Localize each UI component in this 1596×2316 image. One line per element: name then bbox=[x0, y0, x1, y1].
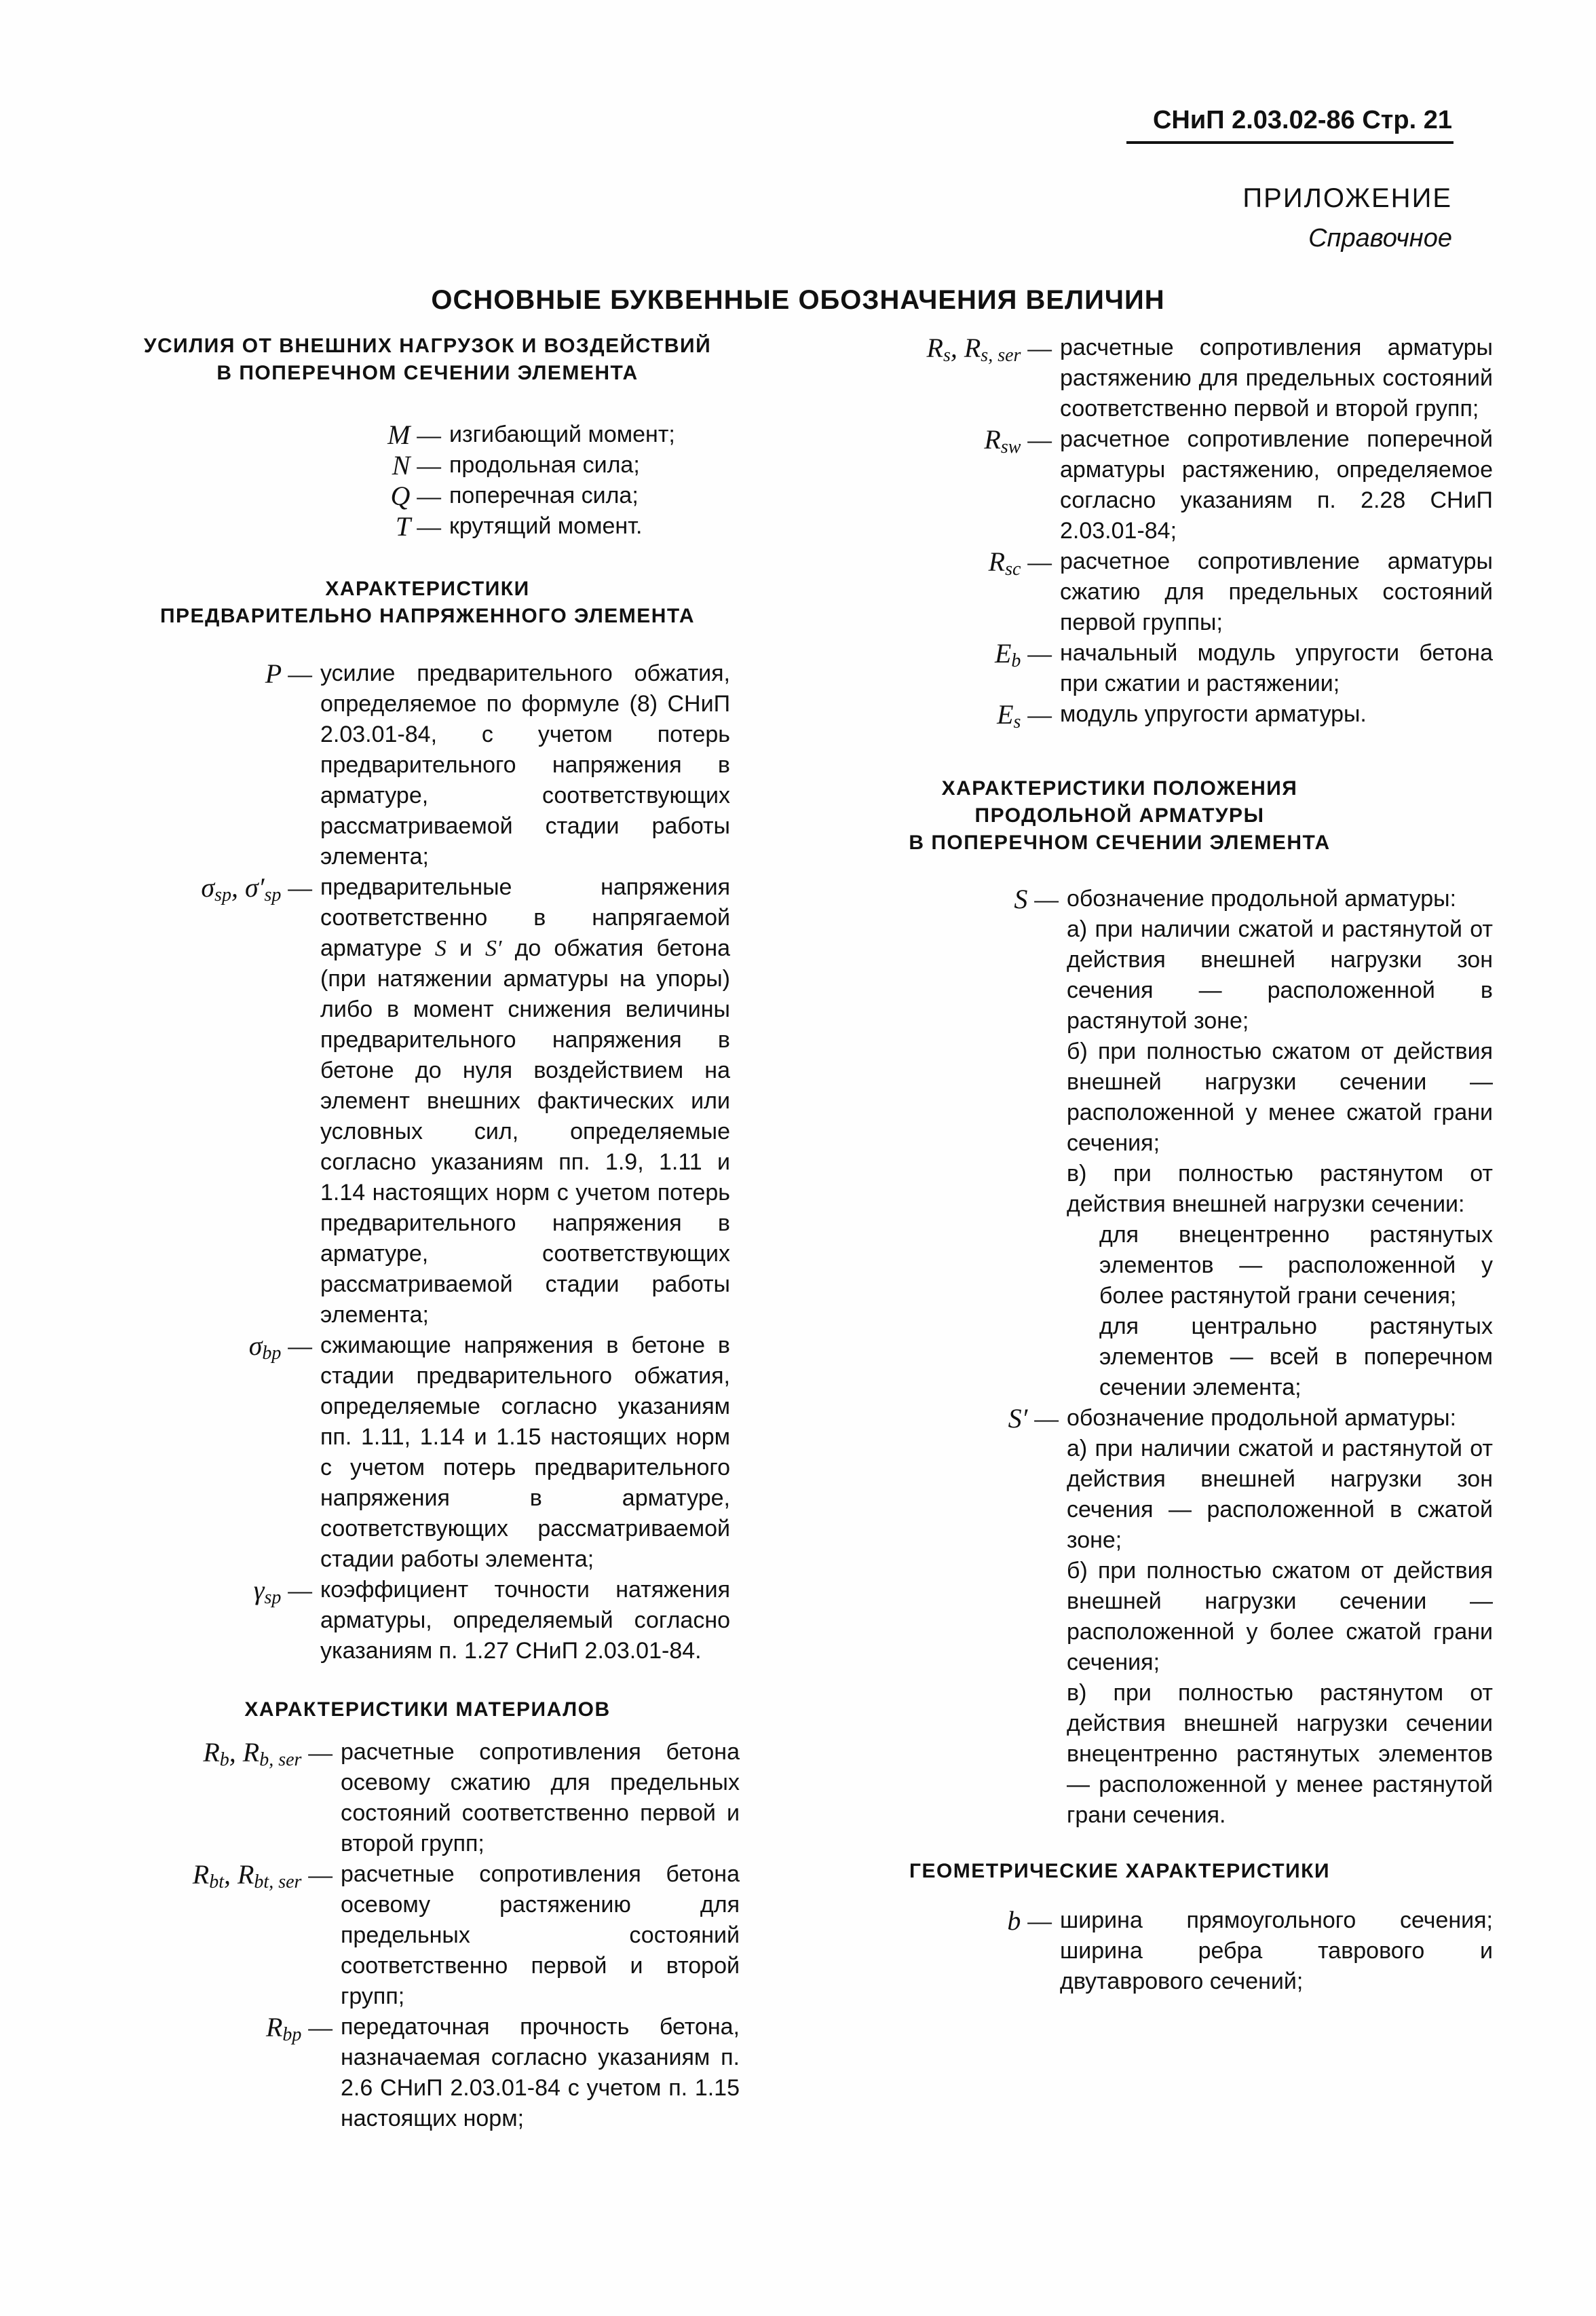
section-title-forces: УСИЛИЯ ОТ ВНЕШНИХ НАГРУЗОК И ВОЗДЕЙСТВИЙ В ПОПЕРЕЧНОМ СЕЧЕНИИ ЭЛЕМЕНТА bbox=[143, 335, 712, 384]
term-S-prime: S′ — обозначение продольной арматуры: а) при наличии сжатой и растянутой от действия внешней нагрузки зон сечения — расположенной в сжатой зоне; б) при полностью сжатом от действия внешней нагрузки сечении — расположенной у более сжатой грани сечения; в) при полностью растянутом от действия внешней нагрузки сечении внецентренно растянутых элементов — расположенной у менее растянутой грани сечения. bbox=[1008, 1403, 1493, 1828]
page-header: СНиП 2.03.02-86 Стр. 21 bbox=[1152, 106, 1452, 134]
term-Eb: $E_b$ — начальный модуль упругости бетона при сжатии и растяжении; bbox=[994, 638, 1493, 696]
term-Rsw: $R_{sw}$ — расчетное сопротивление поперечной арматуры растяжению, определяемое согласно указаниям п. 2.28 СНиП 2.03.01-84; bbox=[984, 424, 1493, 544]
term-T: T — крутящий момент. bbox=[395, 511, 643, 542]
term-sigma-bp: $\sigma_{bp}$ — сжимающие напряжения в бетоне в стадии предварительного обжатия, определяемые согласно указаниям пп. 1.11, 1.14 и 1.15 настоящих норм с учетом потерь предварительного напряжения в арматуре, соответствующих рассматриваемой стадии работы элемента; bbox=[248, 1330, 730, 1572]
right-column bbox=[828, 333, 1493, 1997]
left-column bbox=[115, 333, 740, 2134]
term-sigma-sp: $\sigma_{sp}$, $\sigma'_{sp}$ — предварительные напряжения соответственно в напрягаемой арматуре S и S′ до обжатия бетона (при натяжении арматуры на упоры) либо в момент снижения величины предварительного напряжения в бетоне до нуля воздействием на элемент внешних фактических или условных сил, определяемые согласно указаниям пп. 1.9, 1.11 и 1.14 настоящих норм с учетом потерь предварительного напряжения в арматуре, соответствующих рассматриваемой стадии работы элемента; bbox=[201, 872, 731, 1328]
term-Rbp: $R_{bp}$ — передаточная прочность бетона, назначаемая согласно указаниям п. 2.6 СНиП 2.03.01-84 с учетом п. 1.15 настоящих норм; bbox=[265, 2012, 740, 2131]
term-Es: $E_s$ — модуль упругости арматуры. bbox=[997, 699, 1367, 732]
term-M: M — изгибающий момент; bbox=[387, 419, 675, 450]
term-Rbt: $R_{bt}$, $R_{bt, ser}$ — расчетные сопротивления бетона осевому растяжению для предельных состояний соответственно первой и второй групп; bbox=[192, 1859, 740, 2009]
term-b: b — ширина прямоугольного сечения; ширина ребра таврового и двутаврового сечений; bbox=[1007, 1905, 1493, 1994]
term-N: N — продольная сила; bbox=[392, 450, 640, 481]
term-gamma-sp: $\gamma_{sp}$ — коэффициент точности натяжения арматуры, определяемый согласно указаниям п. 1.27 СНиП 2.03.01-84. bbox=[253, 1575, 730, 1664]
section-title-reinforcement: ХАРАКТЕРИСТИКИ ПОЛОЖЕНИЯ ПРОДОЛЬНОЙ АРМАТУРЫ В ПОПЕРЕЧНОМ СЕЧЕНИИ ЭЛЕМЕНТА bbox=[909, 777, 1331, 854]
section-title-materials: ХАРАКТЕРИСТИКИ МАТЕРИАЛОВ bbox=[244, 1698, 611, 1721]
header-rule bbox=[1126, 141, 1454, 144]
appendix-label: ПРИЛОЖЕНИЕ bbox=[1242, 183, 1452, 213]
page-title: ОСНОВНЫЕ БУКВЕННЫЕ ОБОЗНАЧЕНИЯ ВЕЛИЧИН bbox=[431, 285, 1165, 315]
term-Rsc: $R_{sc}$ — расчетное сопротивление арматуры сжатию для предельных состояний первой группы; bbox=[988, 546, 1493, 635]
section-title-geometry: ГЕОМЕТРИЧЕСКИЕ ХАРАКТЕРИСТИКИ bbox=[909, 1860, 1331, 1882]
section-title-prestressed: ХАРАКТЕРИСТИКИ ПРЕДВАРИТЕЛЬНО НАПРЯЖЕННОГО ЭЛЕМЕНТА bbox=[159, 578, 696, 627]
term-Q: Q — поперечная сила; bbox=[390, 481, 639, 511]
appendix-type: Справочное bbox=[1308, 224, 1452, 253]
term-S: S — обозначение продольной арматуры: а) при наличии сжатой и растянутой от действия внешней нагрузки зон сечения — расположенной в растянутой зоне; б) при полностью сжатом от действия внешней нагрузки сечении — расположенной у менее сжатой грани сечения; в) при полностью растянутом от действия внешней нагрузки сечении: для внецентренно растянутых элементов — расположенной у более растянутой грани сечения; для центрально растянутых элементов — всей в поперечном сечении элемента; bbox=[1014, 884, 1493, 1400]
term-Rb: $R_b$, $R_{b, ser}$ — расчетные сопротивления бетона осевому сжатию для предельных состояний соответственно первой и второй групп; bbox=[203, 1737, 740, 1856]
term-Rs: $R_s$, $R_{s, ser}$ — расчетные сопротивления арматуры растяжению для предельных состояний соответственно первой и второй групп; bbox=[926, 333, 1493, 422]
term-P: P — усилие предварительного обжатия, определяемое по формуле (8) СНиП 2.03.01-84, с учетом потерь предварительного напряжения в арматуре, соответствующих рассматриваемой стадии работы элемента; bbox=[265, 658, 730, 870]
